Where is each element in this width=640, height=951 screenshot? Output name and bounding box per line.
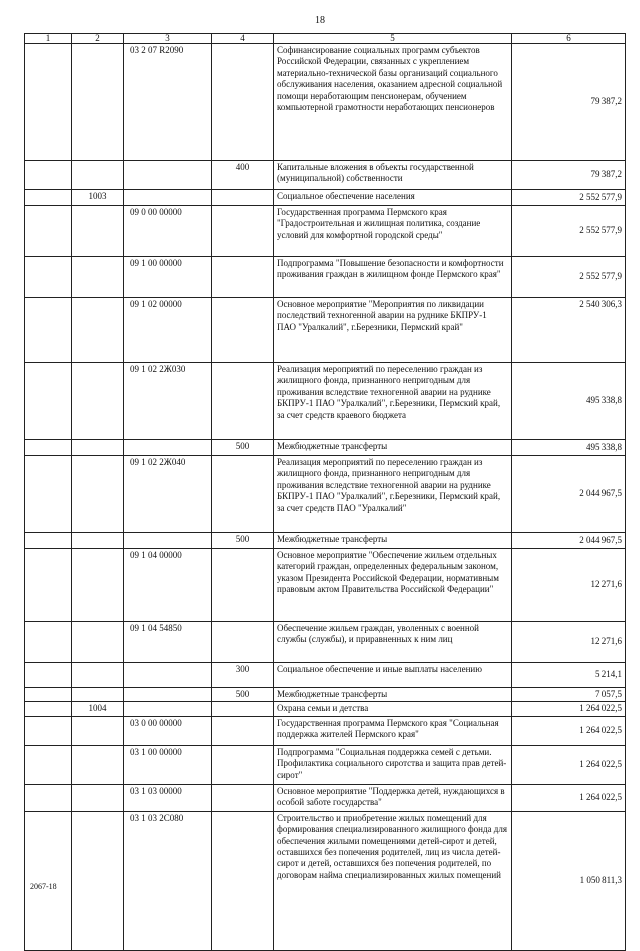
cell-amount: 1 264 022,5 xyxy=(512,784,626,811)
cell-subsection xyxy=(72,784,124,811)
cell-section xyxy=(25,44,72,161)
cell-amount: 2 044 967,5 xyxy=(512,456,626,533)
cell-amount: 79 387,2 xyxy=(512,161,626,190)
cell-description: Софинансирование социальных программ субъектов Российской Федерации, связанных с укреплением материально-технической базы организаций социального обслуживания населения, оказанием адресной социальной помощи неработающим пенсионерам, обучением компьютерной грамотности неработающих пенсионеров xyxy=(274,44,512,161)
cell-subsection xyxy=(72,298,124,363)
cell-target-code: 09 1 02 00000 xyxy=(124,298,212,363)
header-col-5: 5 xyxy=(274,34,512,44)
table-row xyxy=(25,44,626,161)
cell-section xyxy=(25,811,72,950)
cell-section xyxy=(25,702,72,716)
cell-target-code xyxy=(124,440,212,456)
cell-amount: 12 271,6 xyxy=(512,622,626,663)
cell-expense-type: 500 xyxy=(212,533,274,549)
cell-target-code xyxy=(124,702,212,716)
cell-expense-type xyxy=(212,44,274,161)
table-row xyxy=(25,702,626,716)
cell-expense-type: 500 xyxy=(212,688,274,702)
cell-description: Реализация мероприятий по переселению граждан из жилищного фонда, признанного непригодным для проживания вследствие техногенной аварии на руднике БКПРУ-1 ПАО "Уралкалий", г.Березники, Пермский край, за счет средств ПАО "Уралкалий" xyxy=(274,456,512,533)
cell-subsection xyxy=(72,363,124,440)
cell-section xyxy=(25,206,72,257)
table-row xyxy=(25,549,626,622)
cell-section xyxy=(25,533,72,549)
header-col-1: 1 xyxy=(25,34,72,44)
table-row xyxy=(25,663,626,688)
cell-expense-type xyxy=(212,549,274,622)
cell-description: Подпрограмма "Социальная поддержка семей с детьми. Профилактика социального сиротства и защита прав детей-сирот" xyxy=(274,745,512,784)
cell-subsection xyxy=(72,663,124,688)
cell-target-code: 09 0 00 00000 xyxy=(124,206,212,257)
cell-description: Социальное обеспечение населения xyxy=(274,190,512,206)
cell-subsection xyxy=(72,161,124,190)
cell-expense-type xyxy=(212,784,274,811)
cell-amount: 1 264 022,5 xyxy=(512,745,626,784)
cell-section xyxy=(25,257,72,298)
cell-subsection xyxy=(72,688,124,702)
cell-target-code: 09 1 02 2Ж040 xyxy=(124,456,212,533)
cell-target-code: 03 2 07 R2090 xyxy=(124,44,212,161)
cell-description: Государственная программа Пермского края "Градостроительная и жилищная политика, создание условий для комфортной городской среды" xyxy=(274,206,512,257)
cell-amount: 79 387,2 xyxy=(512,44,626,161)
table-row xyxy=(25,440,626,456)
cell-description: Основное мероприятие "Обеспечение жильем отдельных категорий граждан, определенных федеральным законом, указом Президента Российской Федерации, нормативным правовым актом Правительства Российской Федерации" xyxy=(274,549,512,622)
cell-expense-type xyxy=(212,190,274,206)
cell-section xyxy=(25,190,72,206)
cell-target-code: 09 1 04 54850 xyxy=(124,622,212,663)
header-col-2: 2 xyxy=(72,34,124,44)
cell-subsection: 1004 xyxy=(72,702,124,716)
cell-subsection xyxy=(72,456,124,533)
cell-expense-type: 300 xyxy=(212,663,274,688)
cell-target-code: 09 1 00 00000 xyxy=(124,257,212,298)
cell-description: Межбюджетные трансферты xyxy=(274,440,512,456)
cell-expense-type xyxy=(212,702,274,716)
cell-target-code xyxy=(124,688,212,702)
cell-target-code: 03 1 03 00000 xyxy=(124,784,212,811)
cell-expense-type xyxy=(212,257,274,298)
cell-target-code: 03 1 00 00000 xyxy=(124,745,212,784)
cell-amount: 12 271,6 xyxy=(512,549,626,622)
cell-description: Реализация мероприятий по переселению граждан из жилищного фонда, признанного непригодным для проживания вследствие техногенной аварии на руднике БКПРУ-1 ПАО "Уралкалий", г.Березники, Пермский край, за счет средств краевого бюджета xyxy=(274,363,512,440)
cell-target-code: 03 0 00 00000 xyxy=(124,716,212,745)
cell-subsection xyxy=(72,440,124,456)
cell-section xyxy=(25,298,72,363)
table-row xyxy=(25,716,626,745)
cell-description: Обеспечение жильем граждан, уволенных с военной службы (службы), и приравненных к ним лиц xyxy=(274,622,512,663)
table-row xyxy=(25,811,626,950)
cell-description: Основное мероприятие "Мероприятия по ликвидации последствий техногенной аварии на руднике БКПРУ-1 ПАО "Уралкалий", г.Березники, Пермский край" xyxy=(274,298,512,363)
cell-target-code: 09 1 02 2Ж030 xyxy=(124,363,212,440)
cell-expense-type xyxy=(212,363,274,440)
header-col-3: 3 xyxy=(124,34,212,44)
cell-section xyxy=(25,456,72,533)
cell-subsection xyxy=(72,549,124,622)
cell-amount: 2 044 967,5 xyxy=(512,533,626,549)
cell-expense-type xyxy=(212,622,274,663)
cell-description: Капитальные вложения в объекты государственной (муниципальной) собственности xyxy=(274,161,512,190)
cell-section xyxy=(25,622,72,663)
cell-amount: 495 338,8 xyxy=(512,363,626,440)
cell-expense-type: 400 xyxy=(212,161,274,190)
cell-expense-type: 500 xyxy=(212,440,274,456)
cell-amount: 1 264 022,5 xyxy=(512,716,626,745)
cell-target-code: 03 1 03 2С080 xyxy=(124,811,212,950)
table-row xyxy=(25,456,626,533)
cell-subsection xyxy=(72,257,124,298)
cell-description: Подпрограмма "Повышение безопасности и комфортности проживания граждан в жилищном фонде Пермского края" xyxy=(274,257,512,298)
cell-amount: 2 552 577,9 xyxy=(512,206,626,257)
cell-subsection xyxy=(72,533,124,549)
table-row xyxy=(25,745,626,784)
cell-amount: 2 552 577,9 xyxy=(512,257,626,298)
cell-target-code: 09 1 04 00000 xyxy=(124,549,212,622)
header-col-6: 6 xyxy=(512,34,626,44)
cell-section xyxy=(25,784,72,811)
cell-target-code xyxy=(124,663,212,688)
table-row xyxy=(25,298,626,363)
cell-description: Межбюджетные трансферты xyxy=(274,533,512,549)
table-row xyxy=(25,622,626,663)
cell-expense-type xyxy=(212,298,274,363)
cell-section xyxy=(25,663,72,688)
cell-subsection: 1003 xyxy=(72,190,124,206)
cell-target-code xyxy=(124,533,212,549)
cell-amount: 495 338,8 xyxy=(512,440,626,456)
cell-amount: 7 057,5 xyxy=(512,688,626,702)
cell-description: Государственная программа Пермского края "Социальная поддержка жителей Пермского края" xyxy=(274,716,512,745)
cell-section xyxy=(25,363,72,440)
table-row xyxy=(25,161,626,190)
cell-expense-type xyxy=(212,716,274,745)
table-row xyxy=(25,533,626,549)
cell-description: Межбюджетные трансферты xyxy=(274,688,512,702)
cell-section xyxy=(25,440,72,456)
budget-table xyxy=(24,33,626,951)
cell-target-code xyxy=(124,190,212,206)
cell-amount: 2 552 577,9 xyxy=(512,190,626,206)
cell-expense-type xyxy=(212,456,274,533)
cell-section xyxy=(25,549,72,622)
cell-subsection xyxy=(72,745,124,784)
document-code: 2067-18 xyxy=(30,882,57,891)
page-number: 18 xyxy=(315,15,325,26)
cell-description: Основное мероприятие "Поддержка детей, нуждающихся в особой заботе государства" xyxy=(274,784,512,811)
cell-section xyxy=(25,716,72,745)
cell-amount: 2 540 306,3 xyxy=(512,298,626,363)
cell-subsection xyxy=(72,716,124,745)
cell-subsection xyxy=(72,811,124,950)
cell-section xyxy=(25,745,72,784)
cell-description: Социальное обеспечение и иные выплаты населению xyxy=(274,663,512,688)
cell-amount: 1 264 022,5 xyxy=(512,702,626,716)
cell-description: Охрана семьи и детства xyxy=(274,702,512,716)
cell-expense-type xyxy=(212,811,274,950)
cell-expense-type xyxy=(212,206,274,257)
cell-description: Строительство и приобретение жилых помещений для формирования специализированного жилищного фонда для обеспечения жилыми помещениями детей-сирот и детей, оставшихся без попечения родителей, лиц из числа детей-сирот и детей, оставшихся без попечения родителей, по договорам найма специализированных жилых помещений xyxy=(274,811,512,950)
table-row xyxy=(25,363,626,440)
table-row xyxy=(25,257,626,298)
cell-expense-type xyxy=(212,745,274,784)
cell-section xyxy=(25,688,72,702)
table-row xyxy=(25,206,626,257)
table-header-row xyxy=(25,34,626,44)
cell-subsection xyxy=(72,622,124,663)
table-row xyxy=(25,784,626,811)
table-row xyxy=(25,190,626,206)
cell-target-code xyxy=(124,161,212,190)
cell-subsection xyxy=(72,206,124,257)
header-col-4: 4 xyxy=(212,34,274,44)
cell-section xyxy=(25,161,72,190)
cell-subsection xyxy=(72,44,124,161)
cell-amount: 1 050 811,3 xyxy=(512,811,626,950)
cell-amount: 5 214,1 xyxy=(512,663,626,688)
table-row xyxy=(25,688,626,702)
